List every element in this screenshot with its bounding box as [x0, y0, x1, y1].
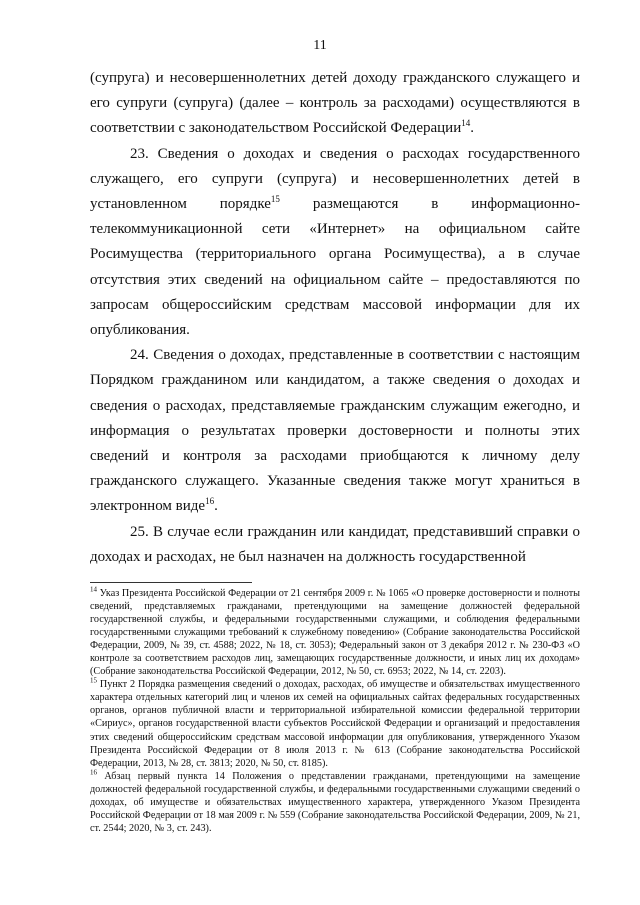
paragraph-23 [90, 142, 580, 344]
paragraph-tail: размещаются в информационно-телекоммуникационной сети «Интернет» на официальном сайте Росимущества (территориального органа Росимущества), а в случае отсутствия этих сведений на официальном сайте – предоставляются по запросам общероссийским средствам массовой информации для их опубликования. [90, 196, 580, 339]
paragraph-text: 24. Сведения о доходах, представленные в соответствии с настоящим Порядком гражданином или кандидатом, а также сведения о доходах и сведения о расходах, представляемые гражданским служащим ежегодно, и информация о результатах проверки достоверности и полноты этих сведений и контроля за расходами приобщаются к личному делу гражданского служащего. Указанные сведения также могут храниться в электронном виде [90, 347, 580, 515]
footnote-text: Пункт 2 Порядка размещения сведений о доходах, расходах, об имуществе и обязательствах имущественного характера отдельных категорий лиц и членов их семей на официальных сайтах федеральных государственных органов, органов публичной власти и территориальной избирательной комиссии федеральной территории «Сириус», органов государственной власти субъектов Российской Федерации и организаций и предоставления этих сведений общероссийским средствам массовой информации для опубликования, утвержденного Указом Президента Российской Федерации от 8 июля 2013 г. № 613 (Собрание законодательства Российской Федерации, 2013, № 28, ст. 3813; 2020, № 50, ст. 8185). [90, 679, 580, 769]
paragraph-25 [90, 520, 580, 570]
main-text [90, 66, 580, 570]
footnote-14 [90, 587, 580, 678]
footnote-ref: 14 [461, 118, 471, 129]
footnote-ref: 15 [270, 194, 280, 205]
footnote-16 [90, 770, 580, 835]
footnote-number: 15 [90, 676, 97, 685]
footnote-text: Указ Президента Российской Федерации от 21 сентября 2009 г. № 1065 «О проверке достоверности и полноты сведений, представляемых гражданами, претендующими на замещение должностей федеральной государственной службы, и федеральными государственными служащими, и соблюдения федеральными государственными служащими требований к служебному поведению» (Собрание законодательства Российской Федерации, 2009, № 39, ст. 4588; 2022, № 18, ст. 3053); Федеральный закон от 3 декабря 2012 г. № 230-ФЗ «О контроле за соответствием расходов лиц, замещающих государственные должности, и иных лиц их доходам» (Собрание законодательства Российской Федерации, 2012, № 50, ст. 6953; 2022, № 14, ст. 2203). [90, 588, 580, 678]
paragraph-text: 23. Сведения о доходах и сведения о расходах государственного служащего, его супруги (супруга) и несовершеннолетних детей в установленном порядке [90, 145, 580, 213]
footnote-separator [90, 582, 252, 583]
page-number: 11 [313, 38, 327, 53]
paragraph-text: (супруга) и несовершеннолетних детей доходу гражданского служащего и его супруги (супруга) (далее – контроль за расходами) осуществляются в соответствии с законодательством Российской Федерации [90, 70, 580, 137]
footnote-15 [90, 678, 580, 769]
paragraph-tail: . [470, 120, 474, 137]
paragraph-tail: . [214, 498, 218, 515]
footnote-number: 14 [90, 585, 97, 594]
footnote-number: 16 [90, 768, 97, 777]
paragraph-text: 25. В случае если гражданин или кандидат, представивший справки о доходах и расходах, не был назначен на должность государственной [90, 523, 580, 565]
footnotes [90, 587, 580, 835]
paragraph-continuation [90, 66, 580, 142]
footnote-text: Абзац первый пункта 14 Положения о представлении гражданами, претендующими на замещение должностей федеральной государственной службы, и федеральными государственными служащими сведений о доходах, об имуществе и обязательствах имущественного характера, утвержденного Указом Президента Российской Федерации от 18 мая 2009 г. № 559 (Собрание законодательства Российской Федерации, 2009, № 21, ст. 2544; 2020, № 3, ст. 243). [90, 770, 580, 834]
footnote-ref: 16 [205, 496, 215, 507]
paragraph-24 [90, 343, 580, 519]
